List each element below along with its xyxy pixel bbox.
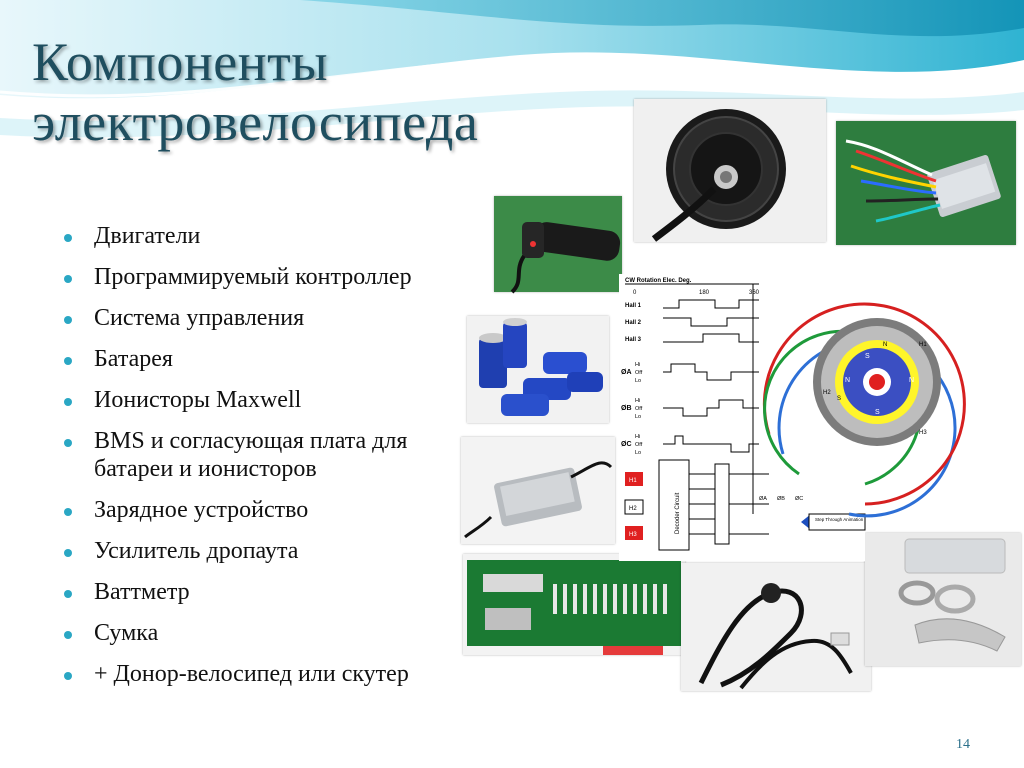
svg-text:Hall 1: Hall 1 (625, 303, 642, 309)
throttle-photo (494, 196, 622, 292)
svg-text:S: S (875, 409, 880, 416)
svg-text:ØB: ØB (777, 496, 785, 502)
bldc-hall-diagram (619, 274, 927, 561)
bullet-icon (64, 275, 72, 283)
svg-text:Hall 2: Hall 2 (625, 320, 642, 326)
list-item: + Донор-велосипед или скутер (62, 660, 502, 688)
svg-text:ØA: ØA (621, 369, 632, 376)
svg-text:ØC: ØC (795, 496, 804, 502)
list-item: Усилитель дропаута (62, 537, 502, 565)
svg-text:Lo: Lo (635, 450, 642, 456)
list-item: Ионисторы Maxwell (62, 386, 502, 414)
svg-text:ØB: ØB (621, 405, 632, 412)
charger-photo (461, 437, 615, 544)
svg-text:Hall 3: Hall 3 (625, 337, 642, 343)
svg-text:ØC: ØC (621, 441, 632, 448)
svg-text:N: N (845, 377, 851, 384)
bullet-icon (64, 549, 72, 557)
controller-photo (836, 121, 1016, 245)
svg-text:N: N (883, 342, 888, 348)
svg-text:H1: H1 (629, 478, 637, 484)
bullet-icon (64, 631, 72, 639)
svg-text:Lo: Lo (635, 378, 642, 384)
bullet-icon (64, 590, 72, 598)
svg-text:S: S (865, 353, 870, 360)
svg-text:H3: H3 (629, 532, 637, 538)
list-item: Двигатели (62, 222, 502, 250)
svg-text:Hi: Hi (635, 434, 641, 440)
list-item: Система управления (62, 304, 502, 332)
svg-text:N: N (909, 377, 915, 384)
list-item: Сумка (62, 619, 502, 647)
svg-text:H2: H2 (823, 390, 831, 396)
mounting-kit-photo (865, 533, 1021, 666)
hub-motor-photo (634, 99, 826, 242)
decoder-circuit-label: Decoder Circuit (675, 492, 681, 534)
list-item: Программируемый контроллер (62, 263, 502, 291)
bullet-icon (64, 234, 72, 242)
bullet-icon (64, 508, 72, 516)
svg-text:Off: Off (635, 406, 643, 412)
bullet-icon (64, 357, 72, 365)
svg-text:S: S (837, 396, 842, 402)
component-list (62, 222, 502, 701)
svg-text:Off: Off (635, 370, 643, 376)
step-through-label: Step Through Animation (815, 517, 864, 522)
bullet-icon (64, 316, 72, 324)
svg-text:Hi: Hi (635, 362, 641, 368)
list-item: BMS и согласующая плата для батареи и ионисторов (62, 427, 484, 483)
bullet-icon (64, 672, 72, 680)
svg-text:Hi: Hi (635, 398, 641, 404)
slide-title (32, 32, 632, 152)
title-line-1: Компоненты (32, 32, 329, 92)
diagram-header: CW Rotation Elec. Deg. (625, 278, 692, 284)
list-item: Батарея (62, 345, 502, 373)
ultracapacitor-photo (467, 316, 609, 423)
svg-text:180: 180 (699, 290, 710, 296)
motor-cross-section (764, 304, 964, 516)
list-item: Ваттметр (62, 578, 502, 606)
svg-text:ØA: ØA (759, 496, 767, 502)
svg-text:360: 360 (749, 290, 760, 296)
bullet-icon (64, 439, 72, 447)
svg-text:0: 0 (633, 290, 637, 296)
svg-text:Lo: Lo (635, 414, 642, 420)
svg-text:H3: H3 (919, 430, 927, 436)
bullet-icon (64, 398, 72, 406)
svg-text:H2: H2 (629, 506, 637, 512)
page-number: 14 (956, 737, 970, 752)
wattmeter-photo (681, 563, 871, 691)
list-item: Зарядное устройство (62, 496, 502, 524)
svg-text:H1: H1 (919, 342, 927, 348)
bms-board-photo (463, 554, 685, 655)
title-line-2: электровелосипеда (32, 92, 479, 152)
svg-text:Off: Off (635, 442, 643, 448)
